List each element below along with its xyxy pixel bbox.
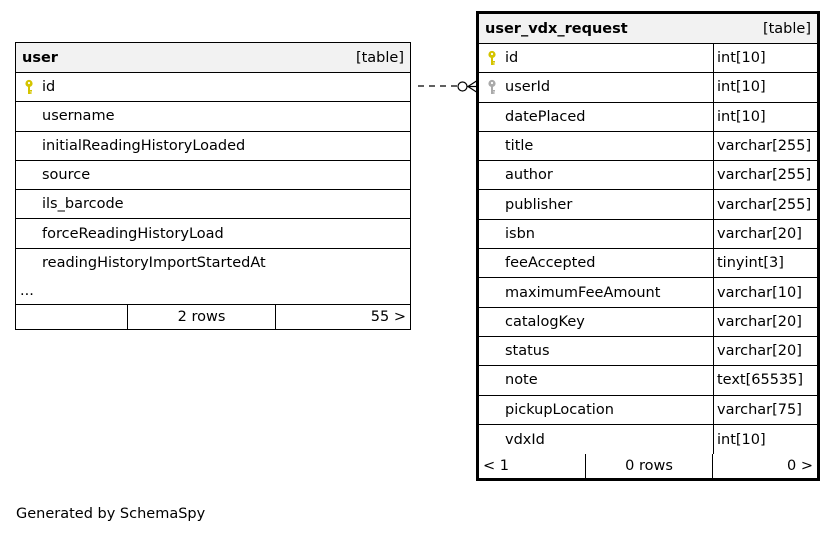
table-kind: [table] bbox=[355, 49, 404, 66]
column-row bbox=[479, 103, 817, 132]
column-row bbox=[479, 308, 817, 337]
column-name: maximumFeeAmount bbox=[505, 284, 661, 301]
table-footer bbox=[16, 305, 410, 329]
column-name: ils_barcode bbox=[42, 196, 124, 213]
column-type: varchar[75] bbox=[713, 396, 817, 424]
column-type: varchar[20] bbox=[713, 220, 817, 248]
column-name-cell bbox=[479, 161, 713, 189]
generated-by-label: Generated by SchemaSpy bbox=[16, 506, 206, 522]
column-name-cell bbox=[479, 220, 713, 248]
column-name: forceReadingHistoryLoad bbox=[42, 225, 224, 242]
column-type: int[10] bbox=[713, 103, 817, 131]
table-name: user_vdx_request bbox=[485, 20, 628, 37]
column-type: varchar[255] bbox=[713, 161, 817, 189]
column-row bbox=[16, 73, 410, 102]
column-name: note bbox=[505, 372, 538, 389]
column-name-cell bbox=[16, 249, 410, 278]
column-name-cell bbox=[479, 249, 713, 277]
column-row bbox=[479, 425, 817, 454]
table-footer bbox=[479, 454, 817, 478]
footer-child-count: 55 > bbox=[275, 305, 410, 329]
column-name: source bbox=[42, 167, 91, 184]
column-name-cell bbox=[479, 73, 713, 101]
column-name-cell bbox=[16, 190, 410, 218]
column-name-cell bbox=[479, 425, 713, 454]
column-name: publisher bbox=[505, 196, 573, 213]
column-name-cell bbox=[479, 190, 713, 218]
column-type: varchar[10] bbox=[713, 278, 817, 306]
column-row bbox=[479, 278, 817, 307]
column-name: id bbox=[505, 50, 519, 67]
column-name: username bbox=[42, 108, 115, 125]
column-name-cell bbox=[16, 219, 410, 247]
footer-left bbox=[16, 305, 127, 329]
column-name-cell bbox=[479, 366, 713, 394]
column-name-cell bbox=[479, 278, 713, 306]
column-type: varchar[255] bbox=[713, 190, 817, 218]
table-user[interactable] bbox=[15, 42, 411, 330]
column-row bbox=[16, 161, 410, 190]
column-type: int[10] bbox=[713, 425, 817, 454]
primary-key-icon bbox=[24, 79, 34, 95]
table-name: user bbox=[22, 49, 58, 66]
column-name: vdxId bbox=[505, 431, 545, 448]
column-type: int[10] bbox=[713, 73, 817, 101]
column-row bbox=[16, 132, 410, 161]
column-row bbox=[16, 249, 410, 278]
column-row bbox=[16, 219, 410, 248]
column-row bbox=[479, 161, 817, 190]
column-name: initialReadingHistoryLoaded bbox=[42, 137, 246, 154]
table-user-vdx-request[interactable] bbox=[476, 11, 820, 481]
primary-key-icon bbox=[487, 50, 497, 66]
column-name-cell bbox=[16, 132, 410, 160]
column-type: varchar[20] bbox=[713, 308, 817, 336]
column-name-cell bbox=[479, 337, 713, 365]
column-type: tinyint[3] bbox=[713, 249, 817, 277]
column-row bbox=[479, 249, 817, 278]
column-type: int[10] bbox=[713, 44, 817, 72]
footer-row-count: 0 rows bbox=[585, 454, 712, 478]
column-name: author bbox=[505, 167, 553, 184]
column-row bbox=[479, 73, 817, 102]
ellipsis-row bbox=[16, 278, 410, 305]
column-name: pickupLocation bbox=[505, 401, 614, 418]
table-header bbox=[479, 14, 817, 44]
table-header bbox=[16, 43, 410, 73]
column-name: catalogKey bbox=[505, 313, 585, 330]
column-name-cell bbox=[479, 103, 713, 131]
column-name-cell bbox=[16, 73, 410, 101]
column-row bbox=[479, 366, 817, 395]
column-row bbox=[16, 190, 410, 219]
column-name-cell bbox=[479, 132, 713, 160]
column-type: varchar[20] bbox=[713, 337, 817, 365]
column-row bbox=[479, 44, 817, 73]
column-row bbox=[479, 132, 817, 161]
column-name-cell bbox=[16, 161, 410, 189]
column-name: datePlaced bbox=[505, 108, 586, 125]
column-name-cell bbox=[479, 396, 713, 424]
column-name: status bbox=[505, 343, 550, 360]
ellipsis: ... bbox=[20, 283, 34, 300]
footer-parent-count: < 1 bbox=[483, 458, 509, 475]
column-row bbox=[479, 337, 817, 366]
column-name-cell bbox=[479, 308, 713, 336]
table-kind: [table] bbox=[762, 20, 811, 37]
column-name: readingHistoryImportStartedAt bbox=[42, 255, 266, 272]
column-row bbox=[479, 396, 817, 425]
column-name: isbn bbox=[505, 225, 535, 242]
column-name: title bbox=[505, 138, 534, 155]
column-name: userId bbox=[505, 79, 551, 96]
column-name-cell bbox=[16, 102, 410, 130]
footer-row-count: 2 rows bbox=[127, 305, 275, 329]
column-row bbox=[479, 220, 817, 249]
column-name: id bbox=[42, 79, 56, 96]
column-row bbox=[16, 102, 410, 131]
column-name: feeAccepted bbox=[505, 255, 596, 272]
foreign-key-icon bbox=[487, 79, 497, 95]
footer-child-count: 0 > bbox=[712, 454, 817, 478]
column-type: text[65535] bbox=[713, 366, 817, 394]
column-type: varchar[255] bbox=[713, 132, 817, 160]
column-row bbox=[479, 190, 817, 219]
column-name-cell bbox=[479, 44, 713, 72]
